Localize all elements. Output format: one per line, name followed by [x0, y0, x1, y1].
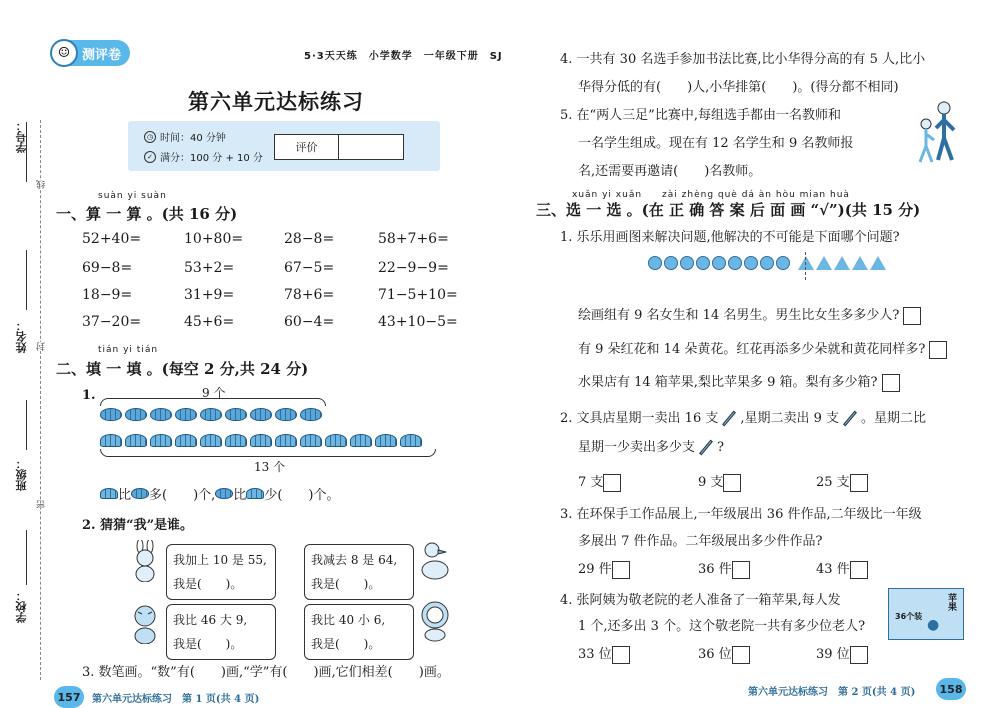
circle-icon — [744, 256, 758, 270]
info-box — [128, 121, 440, 171]
calc-item[interactable]: 52+40= — [82, 231, 142, 247]
q2-option-3 — [816, 471, 868, 492]
circle-icon — [680, 256, 694, 270]
q1-blank-less[interactable]: 少( )个。 — [264, 488, 340, 503]
check-icon: ✓ — [144, 151, 156, 163]
checkbox[interactable] — [850, 561, 868, 579]
option-text: 7 支 — [578, 475, 604, 490]
cut-mark-1: 线 — [37, 180, 47, 189]
croissant-icon — [325, 434, 347, 447]
top-brace — [100, 398, 326, 406]
calc-item[interactable]: 22−9−9= — [378, 260, 449, 276]
bread-icon — [125, 408, 147, 421]
bread-icon — [200, 408, 222, 421]
circle-icon — [664, 256, 678, 270]
sec2-pinyin: tián yi tián — [98, 345, 159, 355]
q1-number: 1. — [82, 388, 96, 403]
speech-bubble-tiger — [166, 604, 276, 660]
checkbox[interactable] — [732, 561, 750, 579]
bread-icon — [131, 488, 149, 499]
circle-icon — [696, 256, 710, 270]
circle-icon — [712, 256, 726, 270]
bottom-count-label: 13 个 — [254, 460, 286, 474]
sec3-q4-line2: 1 个,还多出 3 个。这个敬老院一共有多少位老人? — [578, 619, 866, 634]
diagram-divider — [805, 252, 806, 280]
bubble-blank[interactable]: 我是( )。 — [173, 577, 243, 591]
calc-item[interactable]: 53+2= — [184, 260, 235, 276]
bread-icon — [215, 488, 233, 499]
bread-icon — [300, 408, 322, 421]
q2-text: 。星期二比 — [861, 411, 927, 426]
pencil-icon — [843, 411, 857, 427]
circle-icon — [760, 256, 774, 270]
series-label: 5·3天天练 小学数学 一年级下册 SJ — [304, 51, 503, 62]
cut-mark-2: 封 — [37, 342, 47, 351]
mascot-icon: ☺ — [50, 39, 78, 67]
option-text: 绘画组有 9 名女生和 14 名男生。男生比女生多多少人? — [578, 308, 900, 323]
footer-text: 第六单元达标练习 第 1 页(共 4 页) — [92, 694, 260, 705]
bubble-blank[interactable]: 我是( )。 — [311, 637, 381, 651]
checkbox[interactable] — [723, 474, 741, 492]
bread-icon — [225, 408, 247, 421]
box-fruit-label: 苹果 — [946, 593, 956, 611]
circle-icon — [648, 256, 662, 270]
q5-line3[interactable]: 名,还需要再邀请( )名教师。 — [578, 164, 762, 179]
triangle-icon — [870, 256, 886, 270]
croissant-icon — [150, 434, 172, 447]
croissant-icon — [100, 434, 122, 447]
triangle-icon — [852, 256, 868, 270]
calc-item[interactable]: 45+6= — [184, 314, 235, 330]
croissant-icon — [100, 488, 118, 499]
calc-item[interactable]: 69−8= — [82, 260, 133, 276]
sec1-pinyin: suàn yi suàn — [98, 191, 167, 201]
evaluation-field[interactable] — [339, 135, 403, 159]
calc-item[interactable]: 31+9= — [184, 287, 235, 303]
q2-option-1 — [578, 471, 621, 492]
q2-text: ,星期二卖出 9 支 — [740, 411, 840, 426]
q3-text[interactable]: 3. 数笔画。“数”有( )画,“学”有( )画,它们相差( )画。 — [82, 665, 450, 680]
score-row — [144, 149, 263, 164]
croissant-icon — [250, 434, 272, 447]
evaluation-box — [274, 134, 404, 160]
calc-item[interactable]: 67−5= — [284, 260, 335, 276]
binding-strip — [0, 120, 47, 680]
bread-icon — [275, 408, 297, 421]
time-label: 时间：40 分钟 — [160, 133, 226, 144]
sec3-q2-line2 — [578, 436, 724, 455]
q4-option-2 — [698, 643, 750, 664]
q4-option-3 — [816, 643, 868, 664]
footer-text: 第六单元达标练习 第 2 页(共 4 页) — [748, 687, 916, 698]
option-text: 29 件 — [578, 562, 612, 577]
pencil-icon — [699, 440, 713, 456]
tiger-icon — [128, 602, 162, 644]
croissant-icon — [350, 434, 372, 447]
calc-item[interactable]: 78+6= — [284, 287, 335, 303]
sec1-title: 一、算 一 算 。(共 16 分) — [56, 205, 238, 223]
school-field[interactable] — [26, 530, 27, 585]
option-text: 有 9 朵红花和 14 朵黄花。红花再添多少朵就和黄花同样多? — [578, 342, 926, 357]
checkbox[interactable] — [850, 646, 868, 664]
option-text: 水果店有 14 箱苹果,梨比苹果多 9 箱。梨有多少箱? — [578, 375, 878, 390]
calc-item[interactable]: 18−9= — [82, 287, 133, 303]
q1-answer-line — [100, 484, 339, 503]
id-field[interactable] — [26, 122, 27, 182]
q4-line2[interactable]: 华得分低的有( )人,小华排第( )。(得分都不相同) — [578, 80, 899, 95]
evaluation-label: 评价 — [275, 135, 339, 159]
croissant-row — [100, 434, 422, 447]
checkbox[interactable] — [603, 474, 621, 492]
cut-mark-3: 密 — [37, 500, 47, 509]
bread-icon — [175, 408, 197, 421]
apple-box-icon — [888, 588, 964, 640]
bread-icon — [250, 408, 272, 421]
name-field[interactable] — [26, 250, 27, 310]
q2-text: 2. 猜猜“我”是谁。 — [82, 518, 194, 533]
option-text: 25 支 — [816, 475, 850, 490]
bottom-brace — [100, 449, 436, 457]
top-count-label: 9 个 — [202, 386, 226, 400]
option-text: 36 件 — [698, 562, 732, 577]
bread-icon — [100, 408, 122, 421]
q1-blank-more[interactable]: 多( )个, — [149, 488, 216, 503]
checkbox[interactable] — [612, 646, 630, 664]
bubble-line: 我比 40 小 6, — [311, 613, 386, 627]
croissant-icon — [200, 434, 222, 447]
q1-option-3 — [578, 371, 900, 392]
sec3-q2-line1 — [560, 407, 926, 426]
rabbit-icon — [128, 540, 162, 582]
option-text: 36 位 — [698, 647, 732, 662]
speech-bubble-lion — [304, 604, 414, 660]
croissant-icon — [300, 434, 322, 447]
checkbox[interactable] — [882, 374, 900, 392]
croissant-icon — [400, 434, 422, 447]
triangle-icon — [798, 256, 814, 270]
checkbox[interactable] — [612, 561, 630, 579]
croissant-icon — [125, 434, 147, 447]
checkbox[interactable] — [732, 646, 750, 664]
cut-line — [40, 120, 41, 680]
option-text: 39 位 — [816, 647, 850, 662]
speech-bubble-rabbit — [166, 544, 276, 600]
calc-item[interactable]: 43+10−5= — [378, 314, 458, 330]
page-number: 158 — [936, 678, 966, 700]
box-label: 36个装 — [895, 612, 923, 621]
q2-option-2 — [698, 471, 741, 492]
q4-option-1 — [578, 643, 630, 664]
apple-icon: ● — [927, 617, 940, 633]
badge-label: 测评卷 — [82, 47, 122, 63]
q2-text: 2. 文具店星期一卖出 16 支 — [560, 411, 719, 426]
shape-diagram — [648, 256, 886, 270]
checkbox[interactable] — [903, 307, 921, 325]
class-field[interactable] — [26, 400, 27, 450]
name-label: 姓名： — [15, 320, 28, 353]
clock-icon: ◷ — [144, 131, 156, 143]
option-text: 43 件 — [816, 562, 850, 577]
q1-text: 比 — [233, 488, 247, 503]
q1-option-2 — [578, 338, 947, 359]
sec3-q1: 1. 乐乐用画图来解决问题,他解决的不可能是下面哪个问题? — [560, 230, 900, 245]
bubble-line: 我减去 8 是 64, — [311, 553, 398, 567]
calc-item[interactable]: 58+7+6= — [378, 231, 449, 247]
triangle-icon — [834, 256, 850, 270]
class-label: 班级： — [15, 458, 28, 491]
calc-item[interactable]: 10+80= — [184, 231, 244, 247]
calc-item[interactable]: 28−8= — [284, 231, 335, 247]
sec3-q3-line2: 多展出 7 件作品。二年级展出多少件作品? — [578, 534, 823, 549]
score-label: 满分：100 分 + 10 分 — [160, 153, 263, 164]
bread-row — [100, 408, 322, 421]
q3-option-3 — [816, 558, 868, 579]
checkbox[interactable] — [850, 474, 868, 492]
id-label: 学号： — [15, 120, 28, 153]
pencil-icon — [722, 411, 736, 427]
duck-icon — [418, 540, 452, 582]
page-number: 157 — [54, 686, 84, 708]
checkbox[interactable] — [929, 341, 947, 359]
q5-line2: 一名学生组成。现在有 12 名学生和 9 名教师报 — [578, 136, 854, 151]
bubble-blank[interactable]: 我是( )。 — [311, 577, 381, 591]
sec3-title: 三、选 一 选 。(在 正 确 答 案 后 面 画 “√”)(共 15 分) — [536, 201, 921, 219]
q3-option-1 — [578, 558, 630, 579]
calc-item[interactable]: 37−20= — [82, 314, 142, 330]
runners-icon — [910, 100, 962, 164]
q2-text: ? — [717, 440, 724, 455]
option-text: 33 位 — [578, 647, 612, 662]
triangle-icon — [816, 256, 832, 270]
q5-line1: 5. 在“两人三足”比赛中,每组选手都由一名教师和 — [560, 108, 841, 123]
bread-icon — [150, 408, 172, 421]
q3-option-2 — [698, 558, 750, 579]
croissant-icon — [246, 488, 264, 499]
sec3-q4-line1: 4. 张阿姨为敬老院的老人准备了一箱苹果,每人发 — [560, 593, 841, 608]
circle-icon — [728, 256, 742, 270]
school-label: 学校： — [15, 590, 28, 623]
croissant-icon — [175, 434, 197, 447]
bubble-line: 我加上 10 是 55, — [173, 553, 267, 567]
bubble-blank[interactable]: 我是( )。 — [173, 637, 243, 651]
time-row — [144, 129, 226, 144]
circle-icon — [776, 256, 790, 270]
q1-text: 比 — [118, 488, 132, 503]
croissant-icon — [375, 434, 397, 447]
bubble-line: 我比 46 大 9, — [173, 613, 248, 627]
q2-text: 星期一少卖出多少支 — [578, 440, 696, 455]
page-title: 第六单元达标练习 — [188, 89, 364, 114]
croissant-icon — [225, 434, 247, 447]
test-badge — [54, 40, 130, 66]
croissant-icon — [275, 434, 297, 447]
lion-icon — [418, 600, 452, 642]
option-text: 9 支 — [698, 475, 724, 490]
q1-option-1 — [578, 304, 921, 325]
q4-line1: 4. 一共有 30 名选手参加书法比赛,比小华得分高的有 5 人,比小 — [560, 52, 926, 67]
calc-item[interactable]: 60−4= — [284, 314, 335, 330]
sec3-q3-line1: 3. 在环保手工作品展上,一年级展出 36 件作品,二年级比一年级 — [560, 507, 922, 522]
calc-item[interactable]: 71−5+10= — [378, 287, 458, 303]
speech-bubble-duck — [304, 544, 414, 600]
sec2-title: 二、填 一 填 。(每空 2 分,共 24 分) — [56, 360, 309, 378]
sec3-pinyin: xuǎn yi xuǎn zài zhèng què dá àn hòu mian huà — [572, 190, 850, 200]
